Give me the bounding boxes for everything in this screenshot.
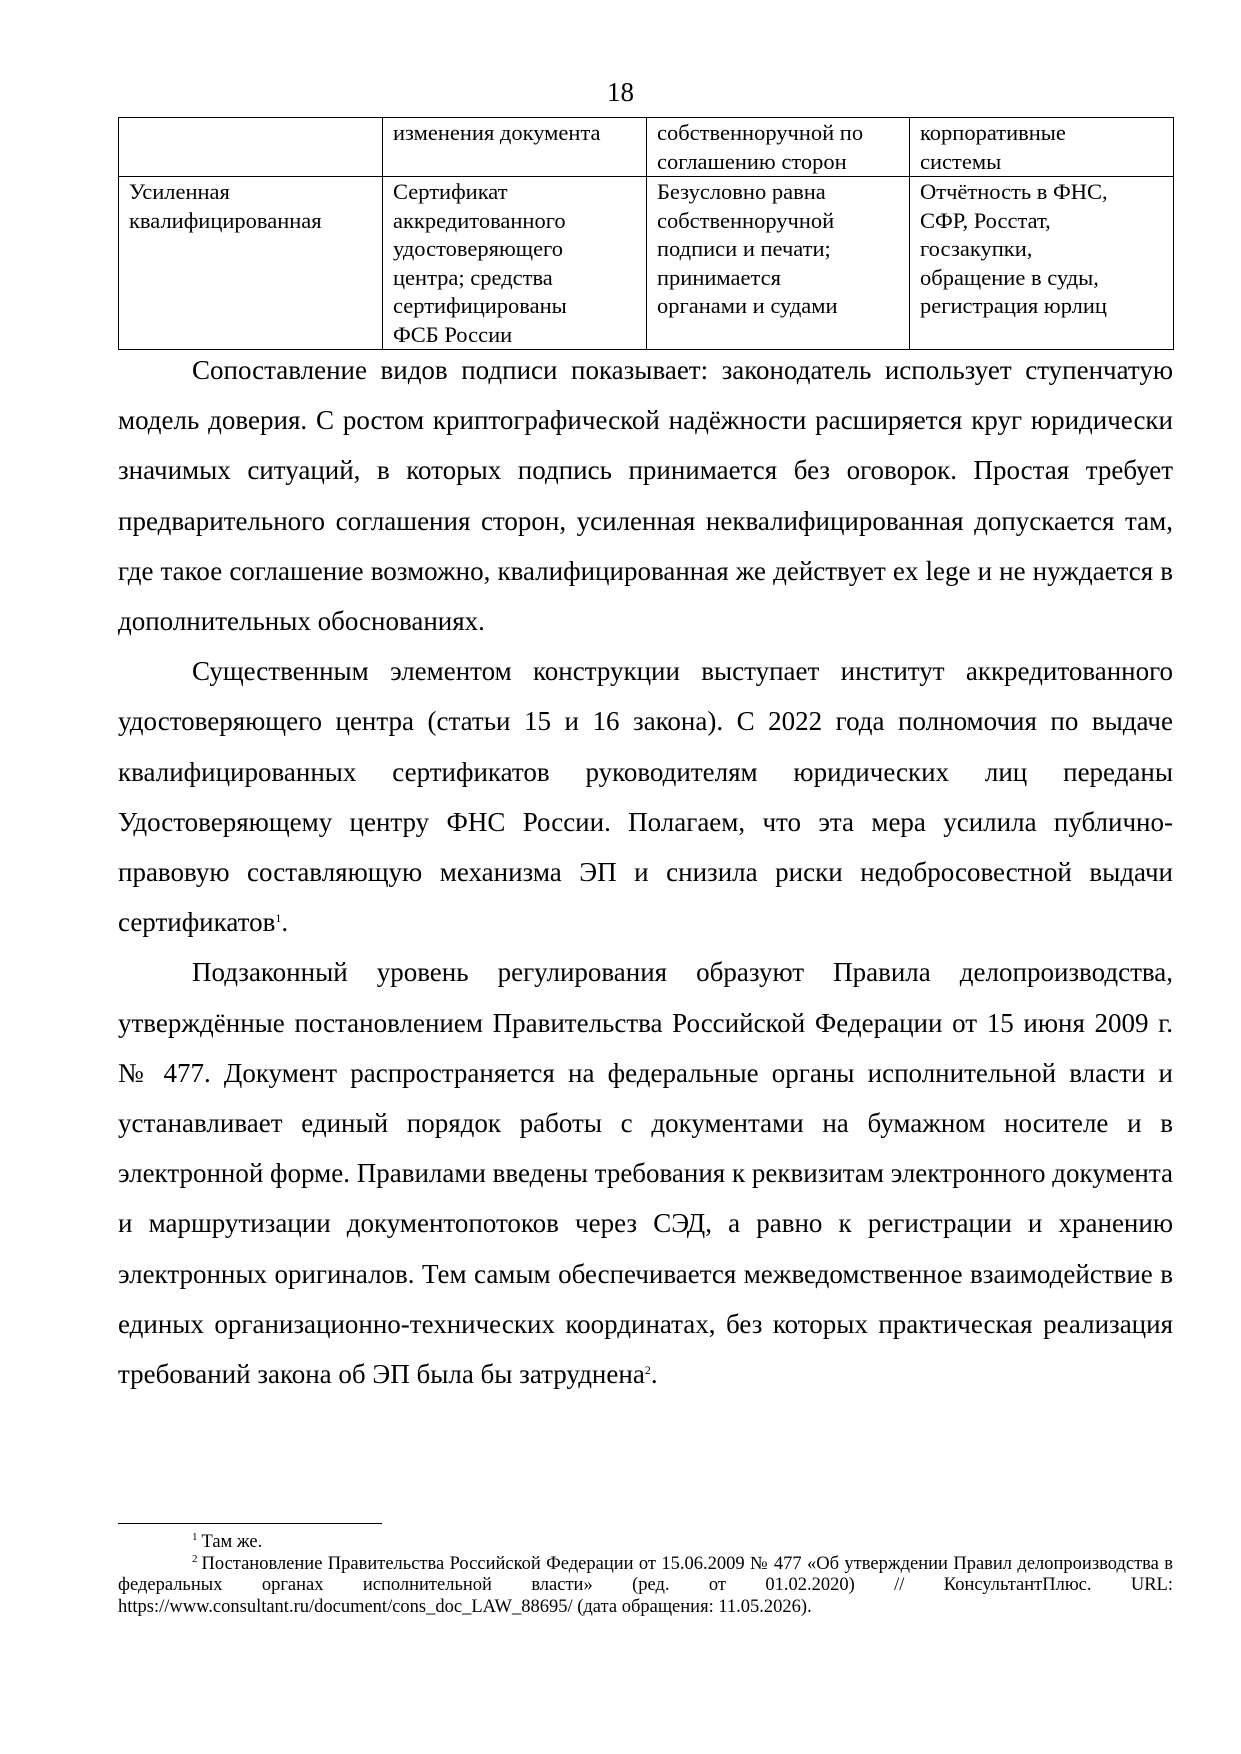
footnote: [118, 1554, 1173, 1619]
table-row: [119, 177, 1174, 350]
table-cell-requirements: Сертификат аккредитованного удостоверяющего центра; средства сертифицированы ФСБ России: [383, 177, 647, 350]
table-cell-legal-force: собственноручной по соглашению сторон: [647, 118, 910, 177]
signature-comparison-table: [118, 117, 1174, 350]
paragraph: Сопоставление видов подписи показывает: законодатель использует ступенчатую модель доверия. С ростом криптографической надёжности расширяется круг юридически значимых ситуаций, в которых подпись принимается без оговорок. Простая требует предварительного соглашения сторон, усиленная неквалифицированная допускается там, где такое соглашение возможно, квалифицированная же действует ex lege и не нуждается в дополнительных обоснованиях.: [118, 355, 1173, 637]
paragraph: Существенным элементом конструкции выступает институт аккредитованного удостоверяющего центра (статьи 15 и 16 закона). С 2022 года полномочия по выдаче квалифицированных сертификатов руководителям юридических лиц переданы Удостоверяющему центру ФНС России. Полагаем, что эта мера усилила публично-правовую составляющую механизма ЭП и снизила риски недобросовестной выдачи сертификатов$^1$.: [118, 656, 1173, 938]
footnote-ref[interactable]: 2: [644, 1363, 651, 1378]
table-row: [119, 118, 1174, 177]
footnote-text: Постановление Правительства Российской Федерации от 15.06.2009 № 477 «Об утверждении Правил делопроизводства в федеральных органах исполнительной власти» (ред. от 01.02.2020) // КонсультантПлюс. URL: https://www.consultant.ru/document/cons_doc_LAW_88695/ (дата обращения: 11.05.2026).: [118, 1553, 1173, 1617]
footnote-number: 2: [192, 1552, 198, 1565]
page-number: 18: [607, 77, 634, 107]
footnote-number: 1: [192, 1531, 198, 1543]
footnote-text: Там же.: [201, 1532, 263, 1552]
footnote-ref[interactable]: 1: [275, 911, 282, 926]
footnotes: [118, 1532, 1173, 1618]
paragraph: Подзаконный уровень регулирования образуют Правила делопроизводства, утверждённые постановлением Правительства Российской Федерации от 15 июня 2009 г. № 477. Документ распространяется на федеральные органы исполнительной власти и устанавливает единый порядок работы с документами на бумажном носителе и в электронной форме. Правилами введены требования к реквизитам электронного документа и маршрутизации документопотоков через СЭД, а равно к регистрации и хранению электронных оригиналов. Тем самым обеспечивается межведомственное взаимодействие в единых организационно-технических координатах, без которых практическая реализация требований закона об ЭП была бы затруднена$^2$.: [118, 957, 1173, 1390]
table-cell-legal-force: Безусловно равна собственноручной подписи и печати; принимается органами и судами: [647, 177, 910, 350]
table-cell-requirements: изменения документа: [383, 118, 647, 177]
table-cell-usage: корпоративные системы: [910, 118, 1174, 177]
footnote: [118, 1532, 1173, 1554]
table-cell-type: Усиленная квалифицированная: [119, 177, 383, 350]
body-text: [118, 345, 1173, 1399]
footnote-separator: [118, 1523, 382, 1524]
table-cell-usage: Отчётность в ФНС, СФР, Росстат, госзакупки, обращение в суды, регистрация юрлиц: [910, 177, 1174, 350]
table-cell-type: [119, 118, 383, 177]
